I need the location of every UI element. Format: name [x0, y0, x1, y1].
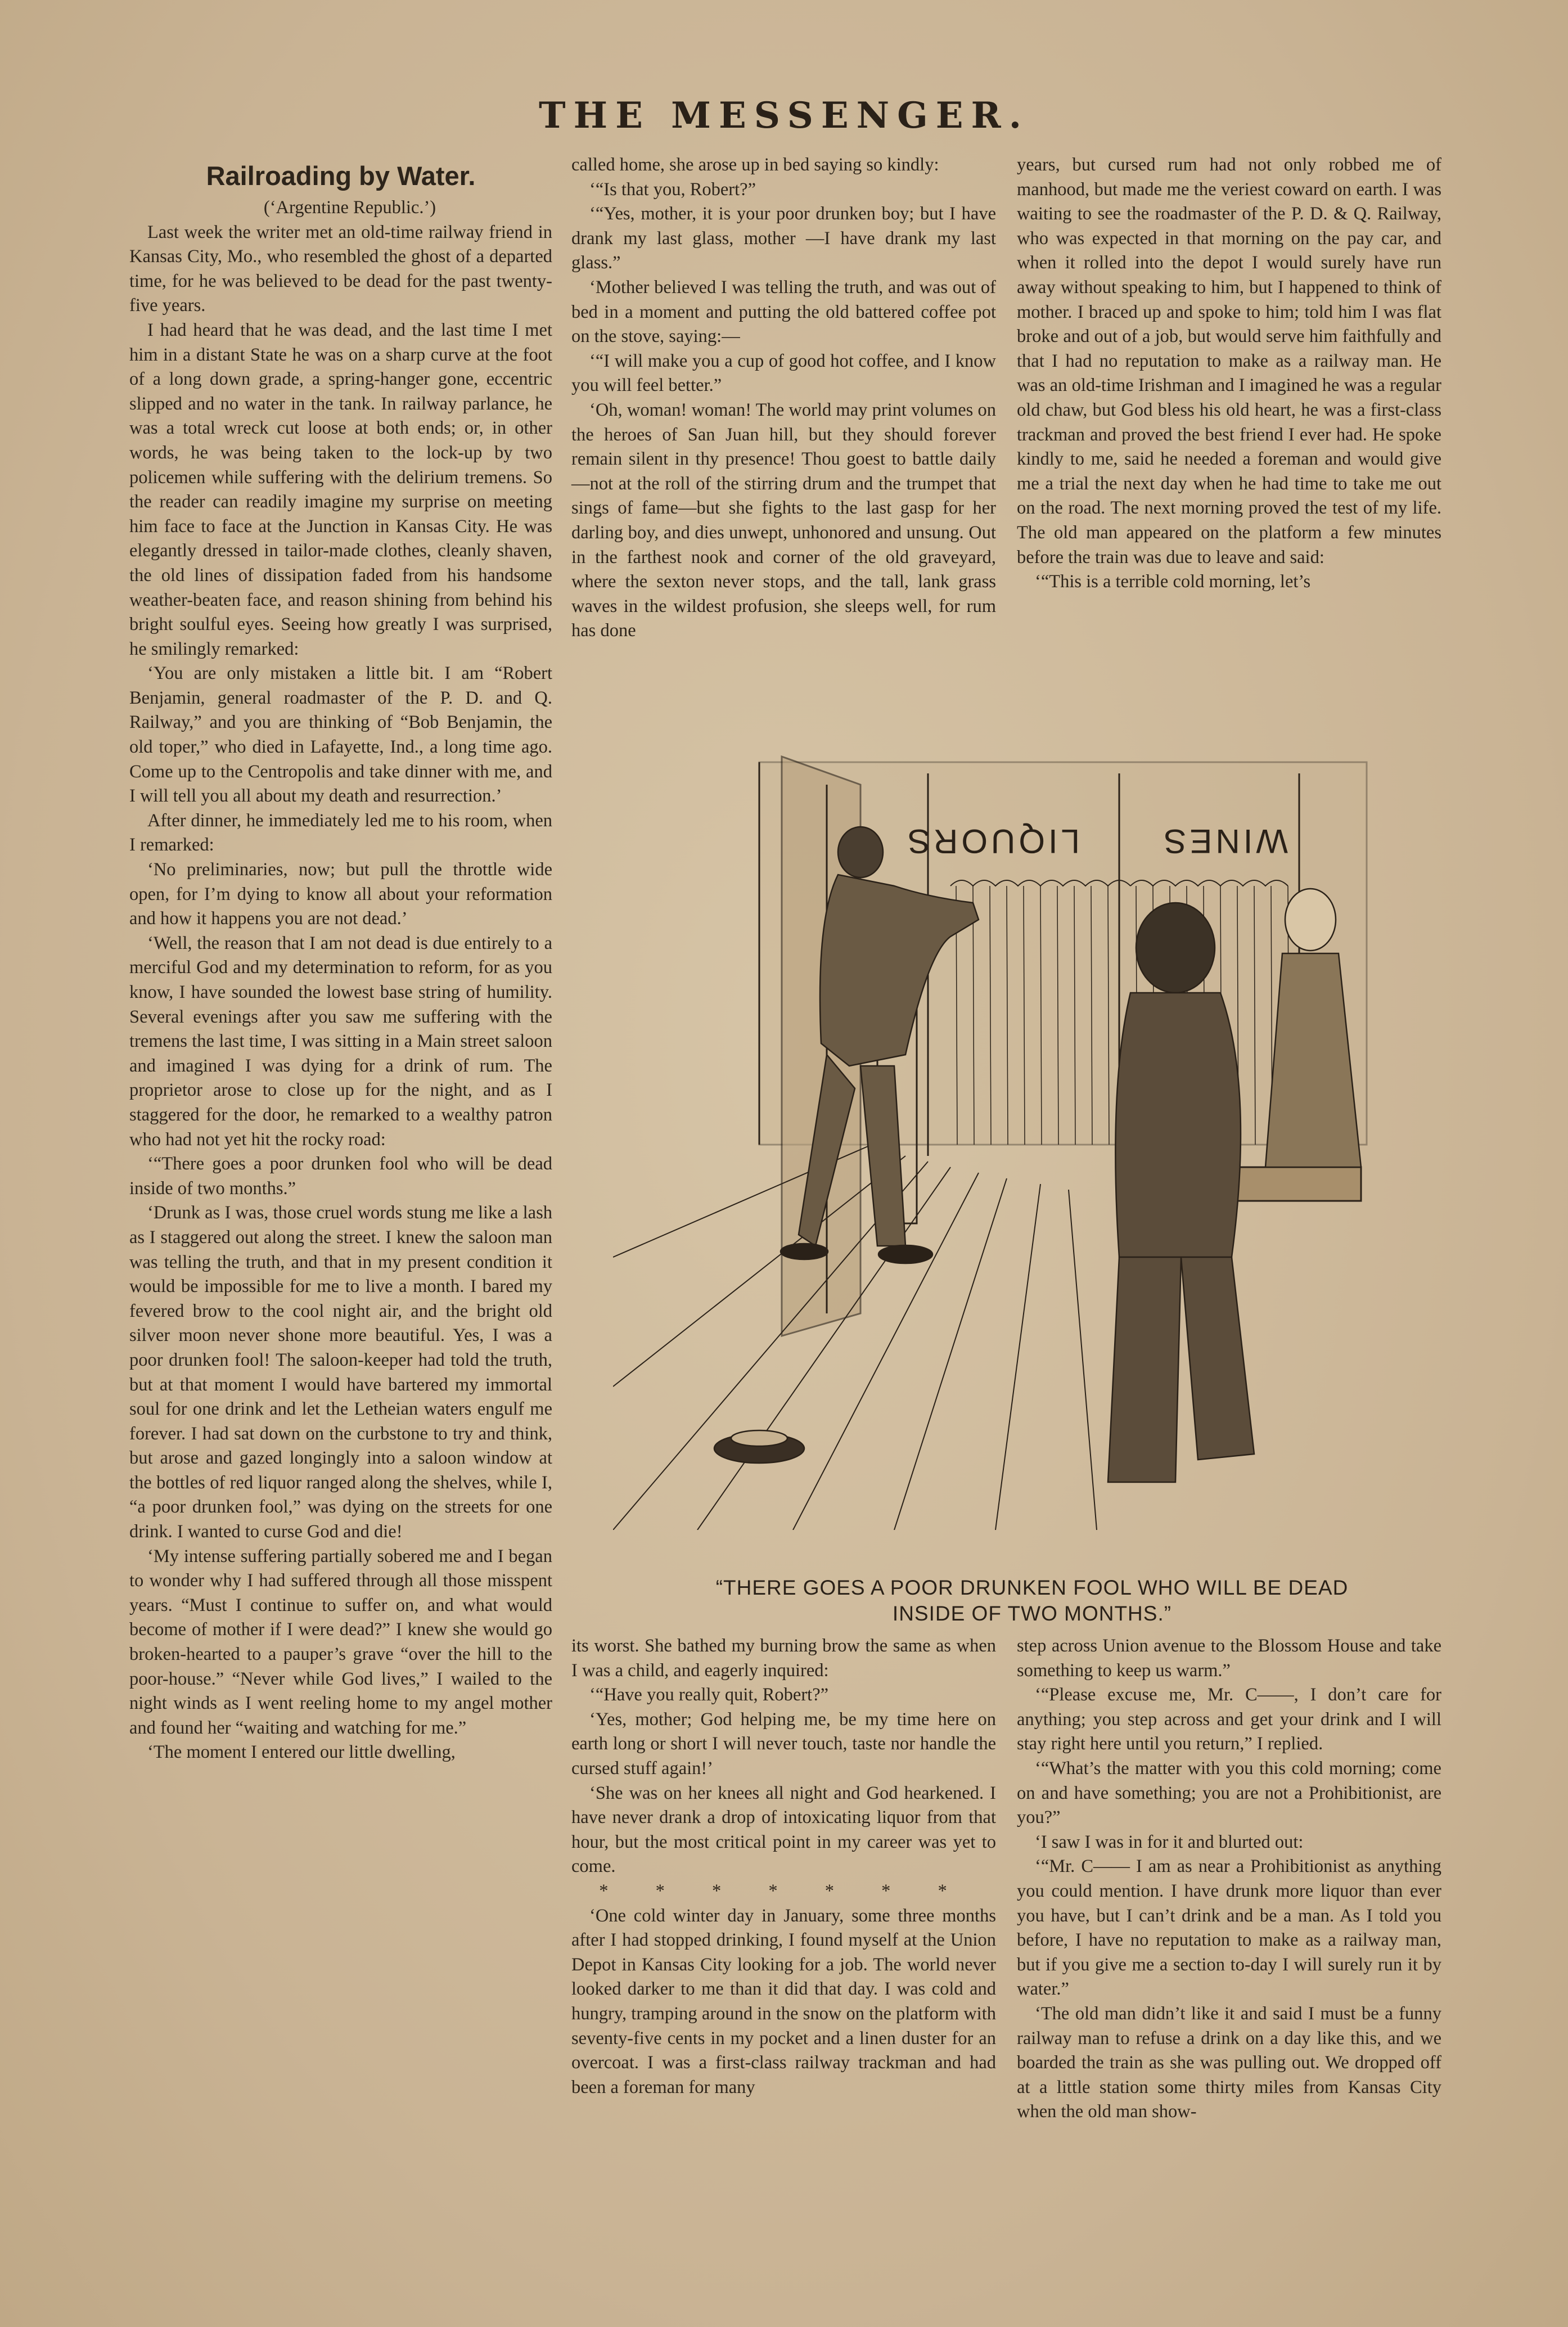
article-column-1	[129, 153, 552, 1765]
paragraph: ‘“This is a terrible cold morning, let’s	[1035, 571, 1311, 592]
article-title: Railroading by Water.	[206, 161, 476, 191]
paragraph: ‘Oh, woman! woman! The world may print volumes on the heroes of San Juan hill, but they should forever remain silent in thy presence! Thou goest to battle daily—not at the roll of the stirring drum and the trumpet that sings of fame—but she fights to the last gasp for her darling boy, and dies unwept, unhonored and unsung. Out in the farthest nook and corner of the old graveyard, where the sexton never stops, and the tall, lank grass waves in the wildest profusion, she sleeps well, for rum has done	[571, 399, 996, 641]
column-3-bottom-paragraphs	[1017, 1634, 1441, 2125]
paragraph: After dinner, he immediately led me to his room, when I remarked:	[129, 810, 552, 856]
article-source: (‘Argentine Republic.’)	[263, 197, 436, 218]
caption-line-2: INSIDE OF TWO MONTHS.”	[892, 1602, 1172, 1625]
paragraph: ‘You are only mistaken a little bit. I am “Robert Benjamin, general roadmaster of the P. D. and Q. Railway,” and you are thinking of “Bob Benjamin, the old toper,” who died in Lafayette, Ind., a long time ago. Come up to the Centropolis and take dinner with me, and I will tell you all about my death and resurrection.’	[129, 663, 552, 807]
paragraph: Last week the writer met an old-time railway friend in Kansas City, Mo., who resembled the ghost of a departed time, for he was believed to be dead for the past twenty-five years.	[129, 222, 552, 316]
paragraph: ‘“Yes, mother, it is your poor drunken boy; but I have drank my last glass, mother —I have drank my last glass.”	[571, 204, 996, 273]
paragraph: ‘She was on her knees all night and God hearkened. I have never drank a drop of intoxicating liquor from that hour, but the most critical point in my career was yet to come.	[571, 1783, 996, 1877]
paragraph: ‘Well, the reason that I am not dead is due entirely to a merciful God and my determination to reform, for as you know, I have sounded the lowest base string of humility. Several evenings after you saw me suffering with the tremens the last time, I was sitting in a Main street saloon and imagined I was dying for a drink of rum. The proprietor arose to close up for the night, and as I staggered for the door, he remarked to a wealthy patron who had not yet hit the rocky road:	[129, 933, 552, 1150]
paragraph: ‘“Is that you, Robert?”	[589, 179, 756, 200]
article-column-3-top	[1017, 153, 1441, 595]
paragraph: I had heard that he was dead, and the last time I met him in a distant State he was on a sharp curve at the foot of a long down grade, a spring-hanger gone, eccentric slipped and no water in the tank. In railway parlance, he was a total wreck cut loose at both ends; or, in other words, he was being taken to the lock-up by two policemen while suffering with the delirium tremens. So the reader can readily imagine my surprise on meeting him face to face at the Junction in Kansas City. He was elegantly dressed in tailor-made clothes, cleanly shaven, the old lines of dissipation faded from his handsome weather-beaten face, and reason shining from behind his bright soulful eyes. Seeing how greatly I was surprised, he smilingly remarked:	[129, 319, 552, 659]
paragraph: called home, she arose up in bed saying so kindly:	[571, 155, 939, 175]
sign-wines: WINES	[1160, 822, 1288, 860]
section-break-stars: * * * * * * *	[599, 1880, 968, 1901]
paragraph: ‘Yes, mother; God helping me, be my time here on earth long or short I will never touch, taste nor handle the cursed stuff again!’	[571, 1709, 996, 1779]
paragraph: ‘No preliminaries, now; but pull the throttle wide open, for I’m dying to know all about your reformation and how it happens you are not dead.’	[129, 859, 552, 929]
column-1-paragraphs	[129, 220, 552, 1765]
article-column-2-top	[571, 153, 996, 643]
illustration-caption	[585, 1575, 1479, 1627]
paragraph: ‘The old man didn’t like it and said I must be a funny railway man to refuse a drink on a day like this, and we boarded the train as she was pulling out. We dropped off at a little station some thirty miles from Kansas City when the old man show-	[1017, 2003, 1441, 2122]
paragraph: ‘“I will make you a cup of good hot coffee, and I know you will feel better.”	[571, 350, 996, 396]
paragraph: ‘“What’s the matter with you this cold morning; come on and have something; you are not a Prohibitionist, are you?”	[1017, 1758, 1441, 1828]
paragraph: ‘One cold winter day in January, some three months after I had stopped drinking, I found myself at the Union Depot in Kansas City looking for a job. The world never looked darker to me than it did that day. I was cold and hungry, tramping around in the snow on the platform with seventy-five cents in my pocket and a linen duster for an overcoat. I was a first-class railway trackman and had been a foreman for many	[571, 1905, 996, 2098]
paragraph: ‘“There goes a poor drunken fool who will be dead inside of two months.”	[129, 1154, 552, 1199]
paragraph: ‘Drunk as I was, those cruel words stung me like a lash as I staggered out along the street. I knew the saloon man was telling the truth, and that in my present condition it would be impossible for me to live a month. I bared my fevered brow to the cool night air, and the bright old silver moon never shone more beautiful. Yes, I was a poor drunken fool! The saloon-keeper had told the truth, but at that moment I would have bartered my immortal soul for one drink and let the Letheian waters engulf me forever. I had sat down on the curbstone to try and think, but arose and gazed longingly into a saloon window at the bottles of red liquor ranged along the shelves, while I, “a poor drunken fool,” was dying on the streets for one drink. I wanted to curse God and die!	[129, 1203, 552, 1542]
paragraph: ‘The moment I entered our little dwelling,	[147, 1742, 456, 1763]
paragraph: ‘Mother believed I was telling the truth, and was out of bed in a moment and putting the old battered coffee pot on the stove, saying:—	[571, 277, 996, 347]
column-3-top-paragraphs	[1017, 153, 1441, 595]
paragraph: ‘“Have you really quit, Robert?”	[589, 1685, 829, 1705]
saloon-illustration	[613, 751, 1400, 1530]
paragraph: ‘“Mr. C—— I am as near a Prohibitionist as anything you could mention. I have drunk more liquor than ever you have, but I can’t drink and be a man. As I told you before, I have no reputation to make as a railway man, but if you give me a section to-day I will surely run it by water.”	[1017, 1856, 1441, 2000]
column-2-bottom-paragraphs	[571, 1634, 996, 1879]
article-column-3-bottom	[1017, 1634, 1441, 2125]
paragraph: years, but cursed rum had not only robbed me of manhood, but made me the veriest coward on earth. I was waiting to see the roadmaster of the P. D. & Q. Railway, who was expected in that morning on the pay car, and when it rolled into the depot I would surely have run away without speaking to him, but I happened to think of mother. I braced up and spoke to him; told him I was flat broke and out of a job, but would serve him faithfully and that I had no reputation to make as a railway man. He was an old-time Irishman and I imagined he was a regular old chaw, but God bless his old heart, he was a first-class trackman and proved the best friend I ever had. He spoke kindly to me, said he needed a foreman and would give me a trial the next day when he had time to take me out on the road. The next morning proved the test of my life. The old man appeared on the platform a few minutes before the train was due to leave and said:	[1017, 155, 1441, 568]
masthead: THE MESSENGER.	[539, 94, 1029, 137]
paragraph: ‘“Please excuse me, Mr. C——, I don’t care for anything; you step across and get your drink and I will stay right here until you return,” I replied.	[1017, 1685, 1441, 1754]
paragraph: ‘My intense suffering partially sobered me and I began to wonder why I had suffered through all those misspent years. “Must I continue to suffer on, and what would become of mother if I were dead?” I knew she would go broken-hearted to a pauper’s grave “over the hill to the poor-house.” “Never while God lives,” I wailed to the night winds as I went reeling home to my angel mother and found her “waiting and watching for me.”	[129, 1546, 552, 1738]
column-2-bottom-paragraphs-after	[571, 1904, 996, 2100]
paragraph: its worst. She bathed my burning brow the same as when I was a child, and eagerly inquired:	[571, 1636, 996, 1681]
caption-line-1: “THERE GOES A POOR DRUNKEN FOOL WHO WILL BE DEAD	[715, 1576, 1349, 1599]
paragraph: step across Union avenue to the Blossom House and take something to keep us warm.”	[1017, 1636, 1441, 1681]
column-2-top-paragraphs	[571, 153, 996, 643]
paragraph: ‘I saw I was in for it and blurted out:	[1035, 1831, 1304, 1852]
sign-liquors: LIQUORS	[904, 822, 1080, 860]
article-column-2-bottom	[571, 1634, 996, 2100]
